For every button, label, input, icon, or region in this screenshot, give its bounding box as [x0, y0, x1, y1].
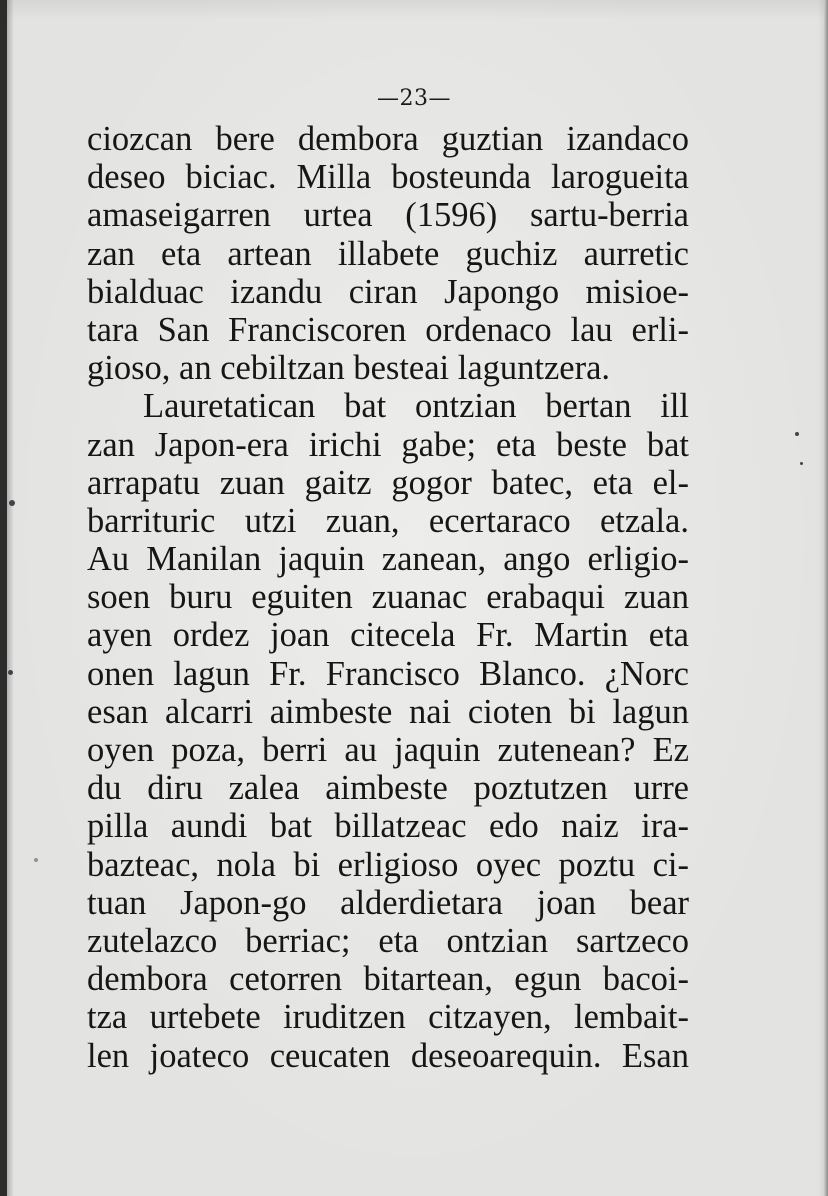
- paper-speck: [34, 858, 38, 862]
- text-line-6: tara San Franciscoren ordenaco lau erli-: [87, 310, 689, 349]
- text-line-15: onen lagun Fr. Francisco Blanco. ¿Norc: [87, 654, 689, 693]
- text-line-13: soen buru eguiten zuanac erabaqui zuan: [87, 578, 689, 617]
- page-right-edge: [824, 0, 828, 1196]
- text-line-11: barrituric utzi zuan, ecertaraco etzala.: [87, 501, 689, 540]
- paper-speck: [800, 462, 803, 465]
- text-line-4: zan eta artean illabete guchiz aurretic: [87, 234, 689, 273]
- page-binding-edge: [0, 0, 7, 1196]
- text-line-19: pilla aundi bat billatzeac edo naiz ira-: [87, 807, 689, 846]
- text-line-14: ayen ordez joan citecela Fr. Martin eta: [87, 616, 689, 655]
- text-line-24: tza urtebete iruditzen citzayen, lembait-: [87, 998, 689, 1037]
- text-line-18: du diru zalea aimbeste poztutzen urre: [87, 769, 689, 808]
- paper-speck: [795, 432, 799, 436]
- text-line-7: gioso, an cebiltzan besteai laguntzera.: [87, 349, 611, 388]
- text-line-9: zan Japon-era irichi gabe; eta beste bat: [87, 425, 689, 464]
- page-number: —23—: [377, 86, 451, 111]
- paper-speck: [8, 670, 13, 675]
- text-line-17: oyen poza, berri au jaquin zutenean? Ez: [87, 731, 689, 769]
- text-line-1: ciozcan bere dembora guztian izandaco: [87, 120, 689, 158]
- text-line-22: zutelazco berriac; eta ontzian sartzeco: [87, 921, 689, 960]
- text-line-2: deseo biciac. Milla bosteunda larogueita: [87, 158, 689, 197]
- text-line-5: bialduac izandu ciran Japongo misioe-: [87, 272, 689, 311]
- text-line-21: tuan Japon-go alderdietara joan bear: [87, 883, 689, 922]
- text-line-12: Au Manilan jaquin zanean, ango erligio-: [87, 540, 689, 579]
- text-line-23: dembora cetorren bitartean, egun bacoi-: [87, 960, 689, 999]
- text-line-16: esan alcarri aimbeste nai cioten bi lagun: [87, 692, 689, 731]
- text-line-3: amaseigarren urtea (1596) sartu-berria: [87, 196, 689, 235]
- text-line-10: arrapatu zuan gaitz gogor batec, eta el-: [87, 463, 689, 502]
- body-text: [87, 120, 689, 1075]
- text-line-20: bazteac, nola bi erligioso oyec poztu ci-: [87, 845, 689, 884]
- text-line-8: Lauretatican bat ontzian bertan ill: [143, 387, 689, 426]
- paper-speck: [9, 500, 15, 506]
- text-line-25: len joateco ceucaten deseoarequin. Esan: [87, 1036, 689, 1075]
